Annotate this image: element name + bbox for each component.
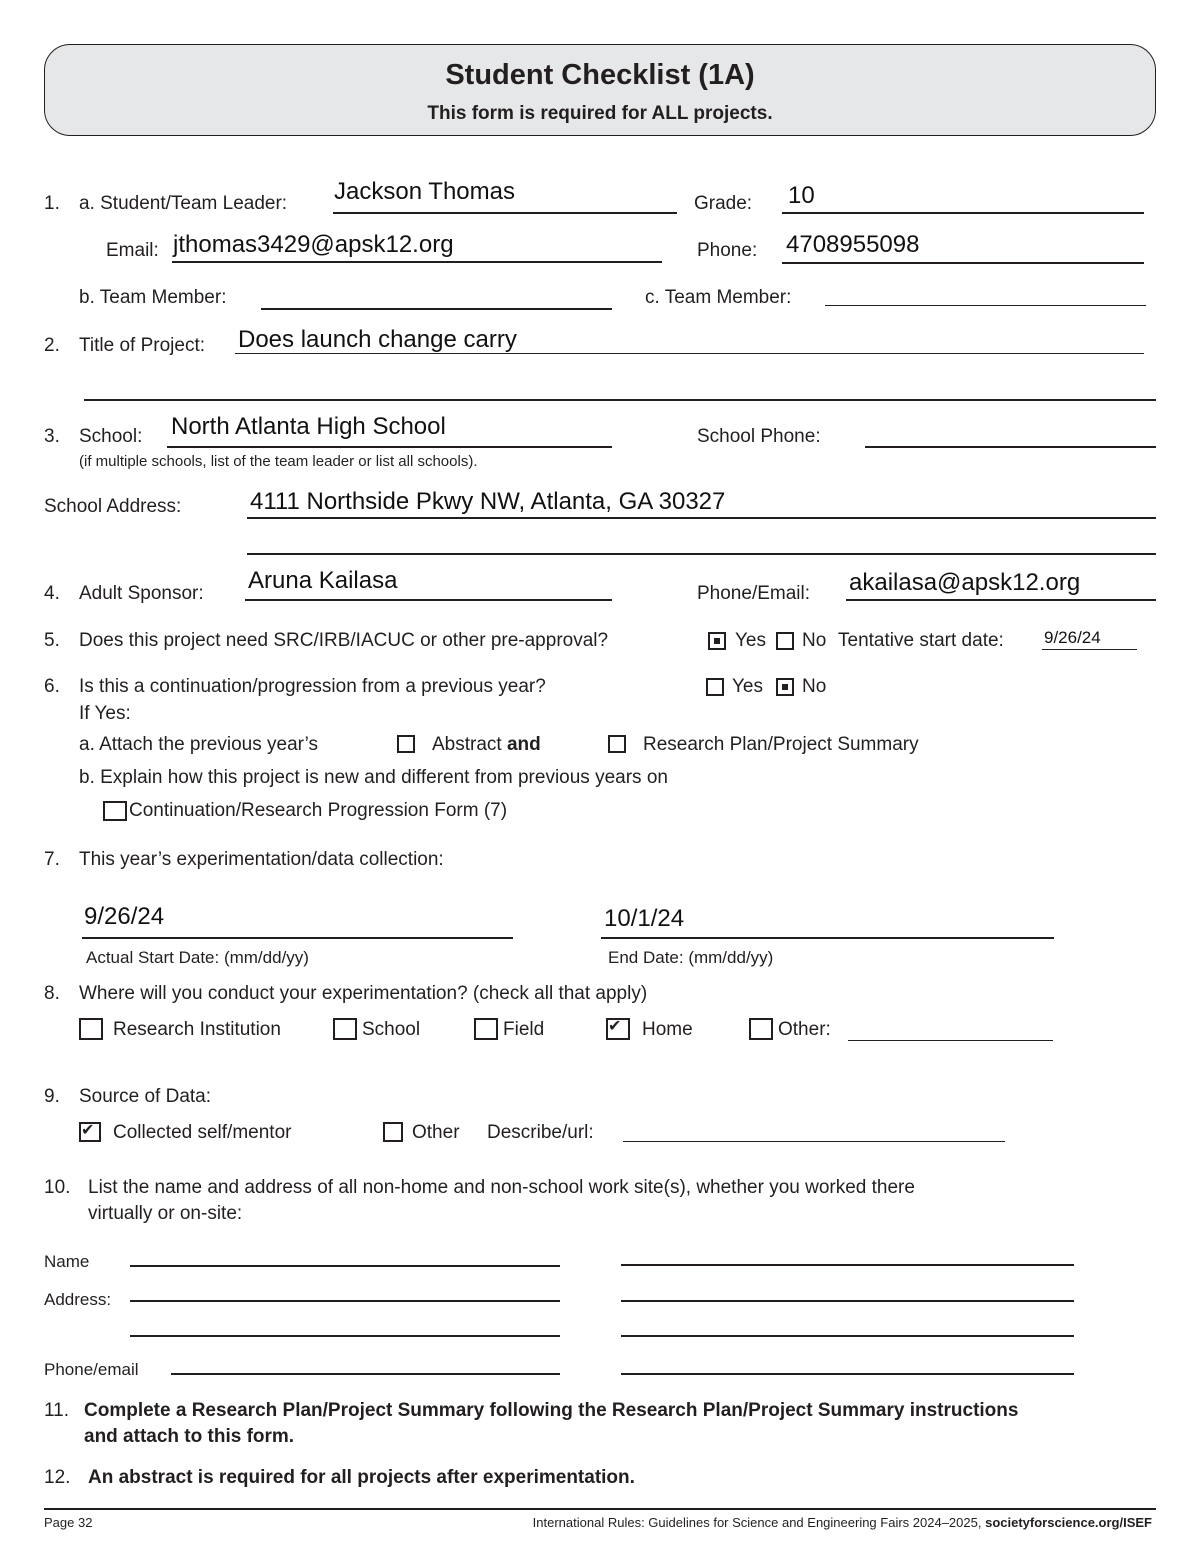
- phone-label: Phone:: [697, 240, 758, 261]
- if-yes-label: If Yes:: [79, 703, 131, 724]
- title-line: [235, 353, 1144, 354]
- form-subtitle: This form is required for ALL projects.: [427, 103, 773, 124]
- q2-number: 2.: [44, 335, 60, 356]
- location-other-line[interactable]: [848, 1040, 1053, 1041]
- source-other-label: Other: [412, 1122, 460, 1143]
- member-b-line[interactable]: [261, 308, 612, 310]
- sponsor-contact-label: Phone/Email:: [697, 583, 811, 604]
- q3-number: 3.: [44, 426, 60, 447]
- continuation-yes-label: Yes: [732, 676, 763, 697]
- source-self-checkbox[interactable]: [79, 1122, 101, 1142]
- q5-number: 5.: [44, 630, 60, 651]
- location-research-institution-checkbox[interactable]: [79, 1018, 103, 1040]
- title-line-2[interactable]: [84, 399, 1156, 401]
- research-plan-label: Research Plan/Project Summary: [643, 734, 919, 755]
- leader-line: [333, 212, 677, 214]
- location-label: Where will you conduct your experimentation? (check all that apply): [79, 983, 648, 1004]
- member-b-label: b. Team Member:: [79, 287, 227, 308]
- title-label: Title of Project:: [79, 335, 206, 356]
- attach-label: a. Attach the previous year’s: [79, 734, 319, 755]
- email-line: [172, 261, 662, 263]
- q7-number: 7.: [44, 849, 60, 870]
- address-value[interactable]: 4111 Northside Pkwy NW, Atlanta, GA 30327: [250, 488, 726, 515]
- school-note: (if multiple schools, list of the team leader or list all schools).: [79, 453, 478, 470]
- q11-number: 11.: [44, 1400, 70, 1421]
- q12-number: 12.: [44, 1467, 71, 1488]
- actual-start-label: Actual Start Date: (mm/dd/yy): [86, 948, 309, 967]
- continuation-no-checkbox[interactable]: [776, 678, 794, 696]
- school-value[interactable]: North Atlanta High School: [171, 413, 446, 440]
- worksite-phone-line-2[interactable]: [621, 1373, 1074, 1375]
- preapproval-no-label: No: [802, 630, 827, 651]
- experimentation-label: This year’s experimentation/data collection:: [79, 849, 444, 870]
- page-number: Page 32: [44, 1515, 93, 1530]
- leader-label: a. Student/Team Leader:: [79, 193, 288, 214]
- grade-line: [782, 212, 1144, 214]
- continuation-yes-checkbox[interactable]: [706, 678, 724, 696]
- research-plan-checkbox[interactable]: [608, 735, 626, 753]
- leader-value[interactable]: Jackson Thomas: [334, 178, 515, 205]
- worksite-phone-line-1[interactable]: [171, 1373, 560, 1375]
- email-value[interactable]: jthomas3429@apsk12.org: [173, 231, 454, 258]
- sponsor-contact-line: [846, 599, 1156, 601]
- end-date-label: End Date: (mm/dd/yy): [608, 948, 774, 967]
- preapproval-no-checkbox[interactable]: [776, 632, 794, 650]
- form7-checkbox[interactable]: [103, 801, 127, 821]
- worksite-address-line-4[interactable]: [621, 1335, 1074, 1337]
- actual-start-line: [82, 937, 513, 939]
- tentative-start-line: [1042, 649, 1137, 650]
- explain-label: b. Explain how this project is new and different from previous years on: [79, 767, 668, 788]
- describe-url-line[interactable]: [623, 1141, 1005, 1142]
- preapproval-yes-label: Yes: [735, 630, 766, 651]
- phone-line: [782, 262, 1144, 264]
- location-home-label: Home: [642, 1019, 693, 1040]
- describe-url-label: Describe/url:: [487, 1122, 594, 1143]
- source-other-checkbox[interactable]: [383, 1122, 403, 1142]
- form-header: [44, 44, 1156, 136]
- form7-label: Continuation/Research Progression Form (7): [129, 800, 508, 821]
- phone-value[interactable]: 4708955098: [786, 231, 920, 258]
- location-field-label: Field: [503, 1019, 545, 1040]
- location-research-institution-label: Research Institution: [113, 1019, 281, 1040]
- q1-number: 1.: [44, 193, 60, 214]
- continuation-no-label: No: [802, 676, 827, 697]
- abstract-label: Abstract and: [432, 734, 541, 755]
- source-self-label: Collected self/mentor: [113, 1122, 292, 1143]
- location-other-checkbox[interactable]: [749, 1018, 773, 1040]
- location-other-label: Other:: [778, 1019, 831, 1040]
- research-plan-instruction-1: Complete a Research Plan/Project Summary following the Research Plan/Project Summary instructions: [84, 1400, 1019, 1421]
- location-school-checkbox[interactable]: [333, 1018, 357, 1040]
- form-title: Student Checklist (1A): [445, 59, 755, 91]
- address-line: [247, 517, 1156, 519]
- abstract-checkbox[interactable]: [397, 735, 415, 753]
- school-phone-line[interactable]: [865, 446, 1156, 448]
- q4-number: 4.: [44, 583, 60, 604]
- footer-rule: [44, 1508, 1156, 1510]
- member-c-label: c. Team Member:: [645, 287, 792, 308]
- school-phone-label: School Phone:: [697, 426, 821, 447]
- sponsor-value[interactable]: Aruna Kailasa: [248, 567, 398, 594]
- worksite-address-line-3[interactable]: [130, 1335, 560, 1337]
- sponsor-label: Adult Sponsor:: [79, 583, 204, 604]
- source-label: Source of Data:: [79, 1086, 212, 1107]
- school-label: School:: [79, 426, 143, 447]
- footer-text: [533, 1515, 1152, 1530]
- footer-rules-text: International Rules: Guidelines for Science and Engineering Fairs 2024–2025,: [532, 1515, 982, 1530]
- q6-number: 6.: [44, 676, 60, 697]
- actual-start-value[interactable]: 9/26/24: [84, 903, 165, 930]
- worksite-address-line-2[interactable]: [621, 1300, 1074, 1302]
- abstract-instruction: An abstract is required for all projects after experimentation.: [88, 1467, 635, 1488]
- worksite-label-2: virtually or on-site:: [88, 1203, 243, 1224]
- tentative-start-value[interactable]: 9/26/24: [1044, 628, 1101, 647]
- address-line-2[interactable]: [247, 553, 1156, 555]
- worksite-name-line-2[interactable]: [621, 1264, 1074, 1266]
- worksite-address-label: Address:: [44, 1290, 112, 1309]
- footer-url[interactable]: societyforscience.org/ISEF: [985, 1515, 1152, 1530]
- title-value[interactable]: Does launch change carry: [238, 326, 517, 353]
- location-school-label: School: [362, 1019, 421, 1040]
- end-date-value[interactable]: 10/1/24: [604, 905, 685, 932]
- research-plan-instruction-2: and attach to this form.: [84, 1426, 295, 1447]
- continuation-label: Is this a continuation/progression from a previous year?: [79, 676, 546, 697]
- location-field-checkbox[interactable]: [474, 1018, 498, 1040]
- preapproval-yes-checkbox[interactable]: [708, 632, 726, 650]
- worksite-address-line-1[interactable]: [130, 1300, 560, 1302]
- member-c-line[interactable]: [825, 305, 1146, 306]
- tentative-start-label: Tentative start date:: [838, 630, 1004, 651]
- sponsor-contact-value[interactable]: akailasa@apsk12.org: [849, 569, 1081, 596]
- grade-value[interactable]: 10: [788, 182, 815, 209]
- worksite-name-line-1[interactable]: [130, 1265, 560, 1267]
- preapproval-label: Does this project need SRC/IRB/IACUC or other pre-approval?: [79, 630, 609, 651]
- school-line: [167, 446, 612, 448]
- worksite-name-label: Name: [44, 1252, 90, 1271]
- q10-number: 10.: [44, 1177, 71, 1198]
- email-label: Email:: [106, 240, 159, 261]
- end-date-line: [601, 937, 1054, 939]
- grade-label: Grade:: [694, 193, 753, 214]
- location-home-checkbox[interactable]: [606, 1018, 630, 1040]
- address-label: School Address:: [44, 496, 182, 517]
- sponsor-line: [245, 599, 612, 601]
- q8-number: 8.: [44, 983, 60, 1004]
- worksite-phone-label: Phone/email: [44, 1360, 139, 1379]
- worksite-label-1: List the name and address of all non-home and non-school work site(s), whether you worked there: [88, 1177, 915, 1198]
- q9-number: 9.: [44, 1086, 60, 1107]
